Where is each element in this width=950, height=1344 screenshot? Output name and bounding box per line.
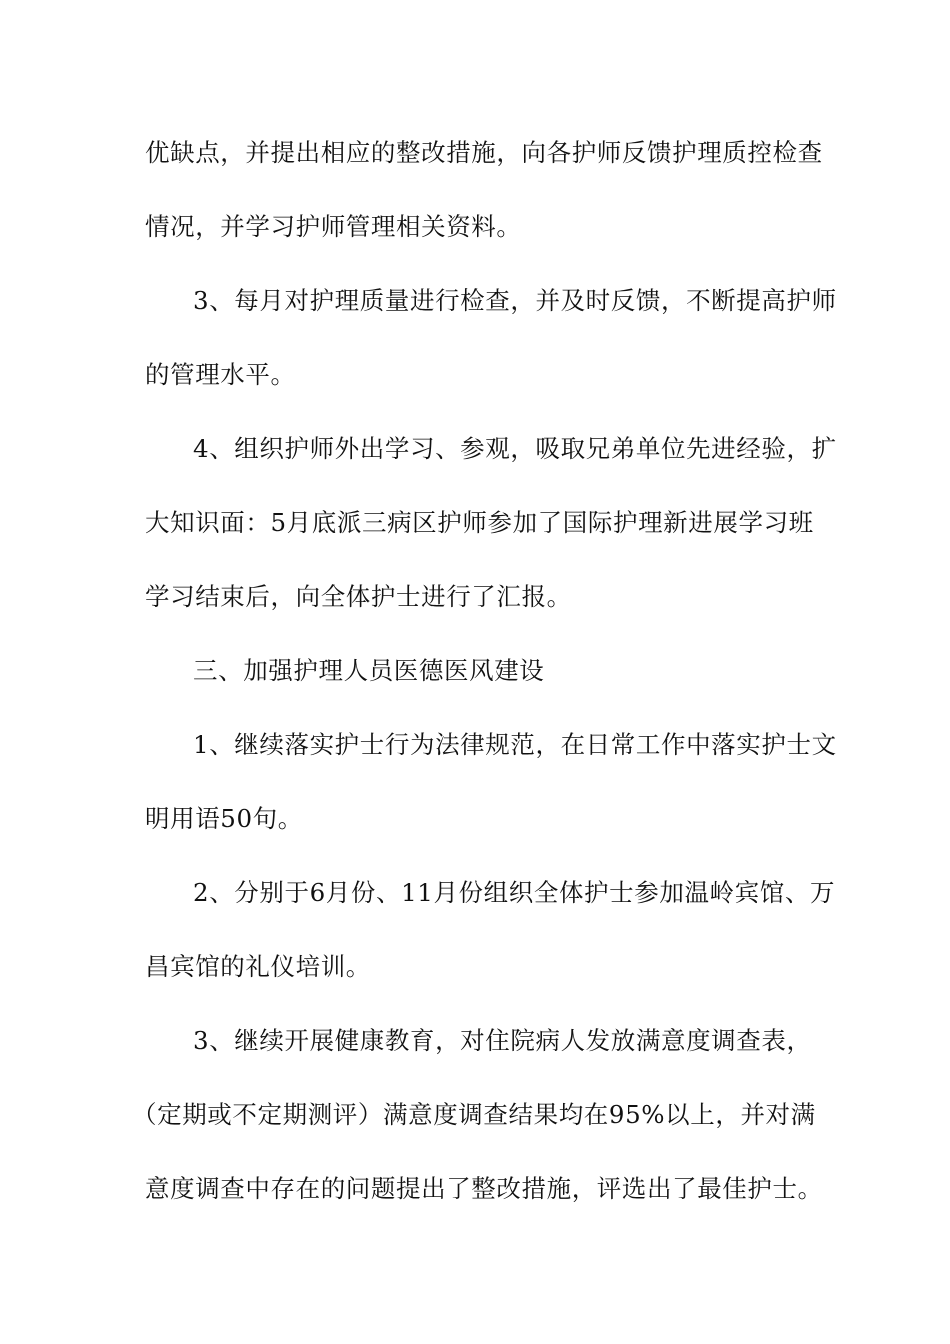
paragraph-4-start: 4、组织护师外出学习、参观，吸取兄弟单位先进经验，扩 xyxy=(193,434,837,463)
paragraph-2-start: 2、分别于6月份、11月份组织全体护士参加温岭宾馆、万 xyxy=(193,878,836,907)
text-line: 学习结束后，向全体护士进行了汇报。 xyxy=(145,582,572,611)
text-line: 意度调查中存在的问题提出了整改措施，评选出了最佳护士。 xyxy=(145,1174,823,1203)
text-line: 优缺点，并提出相应的整改措施，向各护师反馈护理质控检查 xyxy=(145,138,823,167)
section-heading: 三、加强护理人员医德医风建设 xyxy=(193,656,545,685)
text-line: 明用语50句。 xyxy=(145,804,303,833)
paragraph-1-start: 1、继续落实护士行为法律规范，在日常工作中落实护士文 xyxy=(193,730,837,759)
text-line: （定期或不定期测评）满意度调查结果均在95%以上，并对满 xyxy=(132,1100,816,1129)
paragraph-3-start: 3、每月对护理质量进行检查，并及时反馈，不断提高护师 xyxy=(193,286,837,315)
text-line: 情况，并学习护师管理相关资料。 xyxy=(145,212,522,241)
text-line: 的管理水平。 xyxy=(145,360,296,389)
text-line: 大知识面：5月底派三病区护师参加了国际护理新进展学习班 xyxy=(145,508,814,537)
text-line: 昌宾馆的礼仪培训。 xyxy=(145,952,371,981)
paragraph-3b-start: 3、继续开展健康教育，对住院病人发放满意度调查表， xyxy=(193,1026,812,1055)
